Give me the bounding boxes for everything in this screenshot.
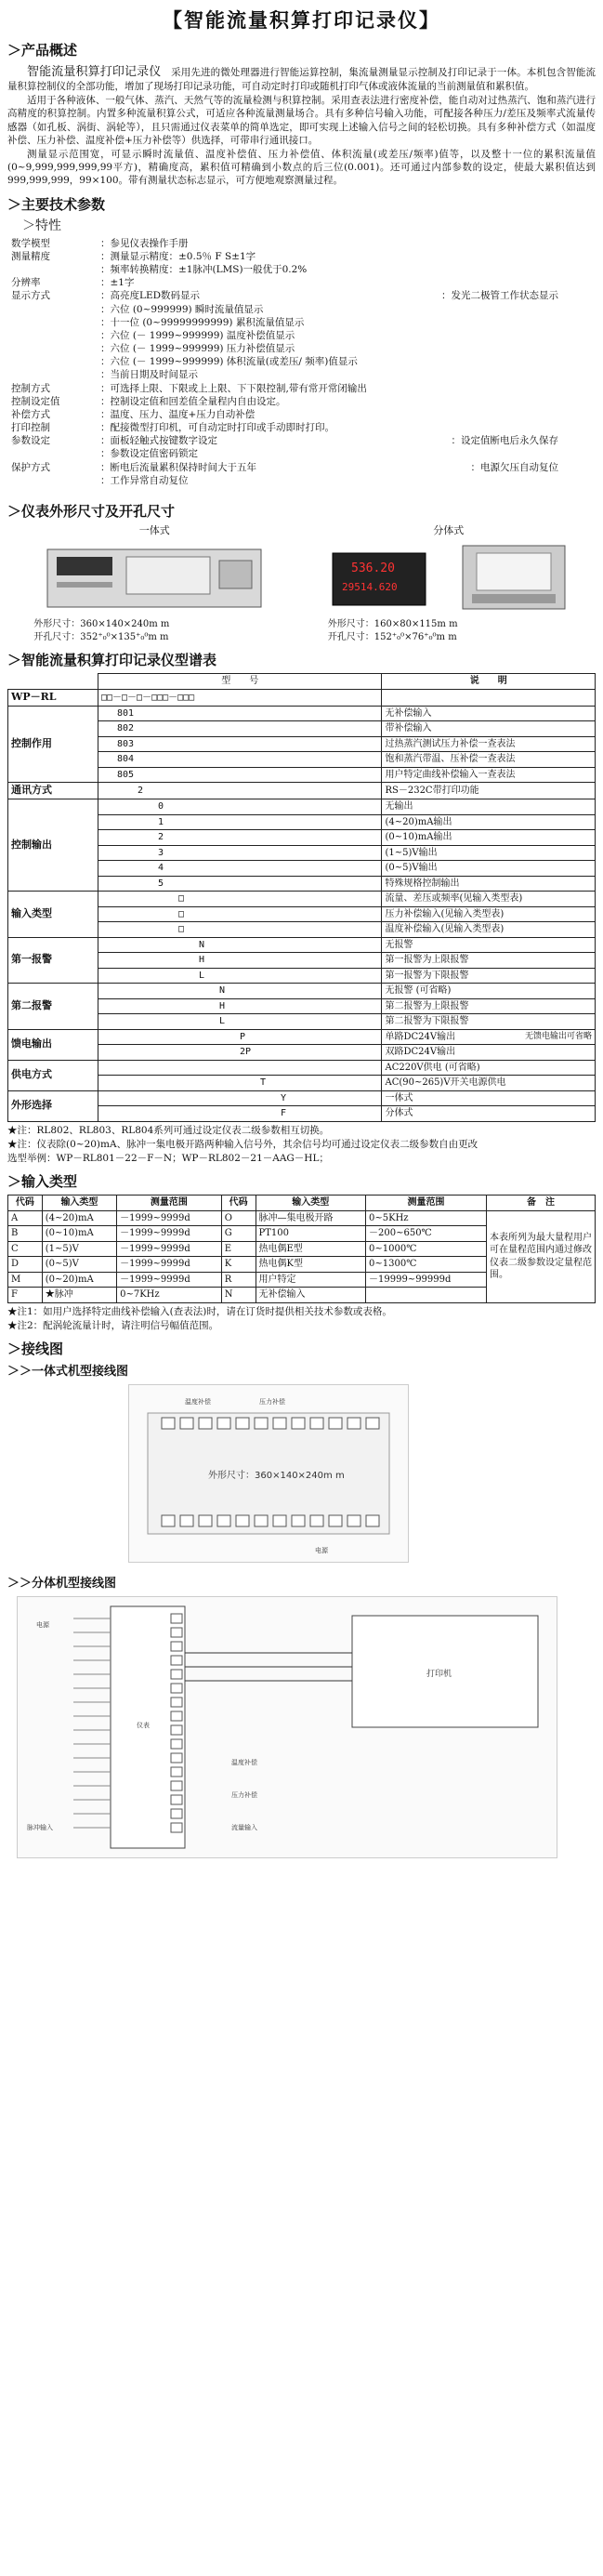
split-wiring-diagram [17,1596,557,1858]
spec-line: ：高亮度LED数码显示 [100,290,201,302]
spec-key: 控制方式 [11,382,50,394]
overview-lead-name: 智能流量积算打印记录仪 [27,64,162,79]
split-unit [309,524,588,643]
input-types-cell: (0~10)mA [42,1226,116,1242]
input-types-header: 测量范围 [117,1196,222,1211]
selection-group-label: 第二报警 [8,984,98,1030]
terminal [171,1684,182,1693]
selection-desc [382,998,596,1014]
terminal [236,1418,249,1429]
selection-code: Y [98,1090,382,1106]
input-types-cell: C [8,1241,43,1257]
terminal [329,1418,342,1429]
input-types-cell: 热电偶E型 [256,1241,366,1257]
spec-line: ：配接微型打印机，可自动定时打印或手动即时打印。 [100,422,334,434]
selection-row [8,937,596,953]
spec-line: ：十一位 (0~99999999999) 累积流量值显示 [100,316,305,328]
selection-code: 3 [98,845,382,861]
selection-desc-text: RS－232C带打印功能 [385,785,479,796]
terminal [171,1670,182,1679]
split-hole-dim: 开孔尺寸：152⁺₀⁰×76⁺₀⁰m m [327,631,457,642]
selection-row [8,892,596,907]
selection-desc [382,1014,596,1030]
spec-key: 数学模型 [11,237,50,249]
input-types-heading: ＞输入类型 [7,1173,78,1191]
terminal [162,1418,175,1429]
selection-group-label: 控制输出 [8,799,98,892]
selection-row [8,1090,596,1106]
selection-row [8,799,596,815]
spec-key: 控制设定值 [11,395,60,407]
selection-group-label: 馈电输出 [8,1029,98,1060]
terminal [255,1515,268,1526]
selection-row [8,783,596,799]
selection-note: 选型举例：WP－RL801－22－F－N；WP－RL802－21－AAG－HL； [7,1152,329,1164]
selection-desc-text: 压力补偿输入(见输入类型表) [385,908,505,919]
input-types-cell [366,1288,487,1303]
col-desc-header: 说 明 [382,674,596,690]
input-types-cell: －200~650℃ [366,1226,487,1242]
split-press-label: 压力补偿 [231,1790,257,1799]
selection-note: ★注：RL802、RL803、RL804系列可通过设定仪表二级参数相互切换。 [7,1124,330,1136]
integrated-unit [15,524,294,643]
selection-desc-text: AC220V供电 (可省略) [385,1062,480,1073]
selection-desc-text: 用户特定曲线补偿输入一查表法 [385,769,516,780]
split-instrument-label: 仪表 [137,1721,150,1729]
selection-code: H [98,998,382,1014]
terminal [199,1418,212,1429]
selection-row [8,706,596,721]
terminal [171,1809,182,1818]
selection-row [8,1060,596,1076]
input-types-cell: N [221,1288,256,1303]
selection-code: 803 [98,736,382,752]
selection-code: □ [98,892,382,907]
integrated-outer-dim: 外形尺寸：360×140×240m m [33,619,170,630]
terminal [292,1515,305,1526]
terminal [292,1418,305,1429]
selection-desc [382,892,596,907]
spec-key: 打印控制 [11,422,50,434]
selection-code: 2P [98,1045,382,1061]
selection-row [8,1029,596,1045]
terminal [236,1515,249,1526]
input-types-cell: F [8,1288,43,1303]
selection-desc [382,937,596,953]
spec-line-right: ：发光二极管工作状态显示 [441,290,558,302]
input-types-cell: D [8,1257,43,1273]
selection-desc-text: 第一报警为下限报警 [385,970,469,981]
selection-desc-text: 特殊规格控制输出 [385,878,460,889]
wiring-heading: ＞接线图 [7,1341,64,1358]
spec-value [100,461,596,487]
input-types-remark: 本表所列为最大量程用户可在量程范围内通过修改仪表二级参数设定量程范围。 [487,1210,596,1302]
selection-desc [382,968,596,984]
spec-list [7,237,596,487]
tech-subheading: ＞特性 [22,218,61,233]
input-types-notes [7,1305,596,1332]
input-types-cell: (4~20)mA [42,1210,116,1226]
lcd-readout-1: 536.20 [350,561,395,576]
input-types-cell: 无补偿输入 [256,1288,366,1303]
integrated-power-label: 电源 [315,1547,328,1555]
terminal [347,1515,360,1526]
selection-code: L [98,968,382,984]
selection-group-label: 通讯方式 [8,783,98,799]
spec-line: ：频率转换精度：±1脉冲(LMS)一般优于0.2% [100,264,308,275]
selection-desc [382,953,596,969]
selection-desc [382,984,596,999]
overview-paragraph-2: 适用于各种液体、一般气体、蒸汽、天然气等的流量检测与积算控制。采用查表法进行密度补偿，能自动对过热蒸汽、饱和蒸汽进行高精度的积算控制。内置多种流量积算公式，可适应各种流量测量场合。具有多种信号输入功能，可配接各种压力/差压及频率式流量传感器（如孔板、涡街、涡轮等），且只需通过仪表菜单的简单选定，即可实现上述输入信号之间的轻松切换。具有多种补偿方式（如温度补偿、压力补偿、温度补偿+压力补偿等）供选择，可带串行通讯接口。 [7,95,596,146]
spec-line: ：工作异常自动复位 [100,474,189,486]
terminal [180,1515,193,1526]
terminal [171,1767,182,1777]
selection-code: N [98,937,382,953]
selection-code: 801 [98,706,382,721]
spec-key: 分辨率 [11,277,41,289]
input-types-cell: PT100 [256,1226,366,1242]
terminal [171,1823,182,1832]
spec-line: ：六位 (－ 1999~999999) 压力补偿值显示 [100,343,295,355]
terminal [171,1711,182,1721]
input-types-header: 测量范围 [366,1196,487,1211]
selection-code: 2 [98,830,382,846]
selection-desc [382,799,596,815]
terminal [273,1515,286,1526]
terminal [366,1515,379,1526]
selection-desc-text: 无补偿输入 [385,707,432,719]
spec-value [100,276,596,289]
selection-desc-text: 一体式 [385,1092,413,1103]
input-types-header: 输入类型 [42,1196,116,1211]
split-caption: 分体式 [433,524,465,537]
input-types-header: 输入类型 [256,1196,366,1211]
model-pattern: □□－□－□－□□□－□□□ [98,689,382,706]
terminal [217,1515,230,1526]
terminal [171,1698,182,1707]
input-types-cell: 用户特定 [256,1272,366,1288]
spec-line-right: ：电源欠压自动复位 [470,461,558,473]
input-types-cell: O [221,1210,256,1226]
selection-desc-text: 分体式 [385,1108,413,1119]
overview-paragraph-3: 测量显示范围宽，可显示瞬时流量值、温度补偿值、压力补偿值、体积流量(或差压/频率)值等，以及整十一位的累积流量值(0~9,999,999,999,99平方)，精确度高，累积值可精确到小数点的后三位(0.001)。还可通过内部参数的设定，使最大累积值达到999,999,999，99×100。带有测量状态标志显示，可方便地观察测量过程。 [7,149,596,187]
spec-line: ：断电后流量累积保持时间大于五年 [100,461,256,473]
dims-images [7,524,596,643]
selection-code: T [98,1076,382,1091]
selection-desc [382,845,596,861]
selection-desc-text: (0~10)mA输出 [385,832,452,843]
terminal [171,1795,182,1804]
input-types-cell: －19999~99999d [366,1272,487,1288]
terminal [310,1515,323,1526]
spec-line: ：±1字 [100,277,135,289]
spec-key: 测量精度 [11,250,50,262]
terminal [310,1418,323,1429]
spec-line: ：测量显示精度：±0.5％ F S±1字 [100,250,256,262]
dims-heading: ＞仪表外形尺寸及开孔尺寸 [7,502,176,520]
selection-code [98,1060,382,1076]
spec-line: ：六位 (0~999999) 瞬时流量值显示 [100,303,264,315]
split-outer-dim: 外形尺寸：160×80×115m m [327,619,458,630]
selection-desc-text: 温度补偿输入(见输入类型表) [385,924,505,935]
input-types-cell: －1999~9999d [117,1241,222,1257]
input-types-table [7,1195,596,1303]
selection-desc [382,906,596,922]
terminal [171,1753,182,1763]
spec-line: ：温度、压力、温度+压力自动补偿 [100,408,256,420]
input-types-row [8,1210,596,1226]
input-types-cell: ★脉冲 [42,1288,116,1303]
selection-group-label: 第一报警 [8,937,98,984]
integrated-dim-label: 外形尺寸：360×140×240m m [208,1471,345,1482]
spec-line: ：面板轻触式按键数字设定 [100,435,217,447]
selection-desc-text: 无报警 (可省略) [385,985,452,997]
selection-row [8,984,596,999]
lcd-readout-2: 29514.620 [341,581,398,594]
input-types-cell: 0~1000℃ [366,1241,487,1257]
spec-value [100,250,596,276]
input-types-cell: －1999~9999d [117,1257,222,1273]
spec-line: ：参数设定值密码锁定 [100,448,198,460]
selection-code: P [98,1029,382,1045]
selection-code: N [98,984,382,999]
selection-desc-text: 单路DC24V输出 [385,1031,456,1042]
selection-desc [382,814,596,830]
selection-desc [382,922,596,938]
selection-code: 2 [98,783,382,799]
input-types-cell: 0~7KHz [117,1288,222,1303]
doc-title: 【智能流量积算打印记录仪】 [163,8,440,32]
integrated-press-label: 压力补偿 [259,1398,285,1407]
selection-group-label: 控制作用 [8,706,98,783]
wiring-split-heading: ＞＞分体机型接线图 [7,1577,117,1592]
terminal [217,1418,230,1429]
input-types-cell: E [221,1241,256,1257]
integrated-caption: 一体式 [138,524,170,537]
terminal [171,1642,182,1651]
selection-desc [382,876,596,892]
wiring-integrated-heading: ＞＞一体式机型接线图 [7,1365,129,1380]
input-types-cell: (0~5)V [42,1257,116,1273]
integrated-wiring-diagram [128,1384,409,1563]
selection-group-label: 供电方式 [8,1060,98,1090]
integrated-temp-label: 温度补偿 [185,1398,211,1407]
selection-code: 802 [98,721,382,737]
selection-desc [382,1090,596,1106]
integrated-unit-image [38,540,270,614]
selection-code: L [98,1014,382,1030]
selection-desc-text: (0~5)V输出 [385,863,438,874]
input-types-cell: R [221,1272,256,1288]
selection-desc [382,861,596,877]
spec-key: 显示方式 [11,290,50,302]
input-types-cell: B [8,1226,43,1242]
model-prefix: WP－RL [8,689,98,706]
input-types-header: 备 注 [487,1196,596,1211]
terminal [329,1515,342,1526]
overview-heading: ＞产品概述 [7,42,78,59]
input-types-header: 代码 [221,1196,256,1211]
input-types-cell: G [221,1226,256,1242]
input-types-note: ★注1：如用户选择特定曲线补偿输入(查表法)时，请在订货时提供相关技术参数或表格。 [7,1305,392,1317]
selection-heading: ＞智能流量积算打印记录仪型谱表 [7,652,217,669]
selection-code: □ [98,922,382,938]
selection-desc-text: 流量、差压或频率(见输入类型表) [385,893,523,905]
terminal [199,1515,212,1526]
input-types-cell: M [8,1272,43,1288]
selection-desc-text: 无输出 [385,801,413,812]
selection-desc [382,721,596,737]
spec-line: ：控制设定值和回差值全量程内自由设定。 [100,395,286,407]
terminal [273,1418,286,1429]
selection-notes [7,1124,596,1166]
tech-heading: ＞主要技术参数 [7,195,106,213]
selection-desc [382,736,596,752]
terminal [255,1418,268,1429]
overview-paragraph-1: 智能流量积算打印记录仪 采用先进的微处理器进行智能运算控制，集流量测量显示控制及打印记录于一体。本机包含智能流量积算控制仪的全部功能，增加了现场打印记录功能，可自动定时打印或随机打印气体或液体流量的当前测量值和累积值。 [7,64,596,93]
selection-desc-text: 无报警 [385,939,413,950]
selection-desc-text: 第二报警为下限报警 [385,1016,469,1027]
selection-code: 805 [98,767,382,783]
selection-desc [382,1076,596,1091]
spec-value [100,434,596,460]
split-power-label: 电源 [36,1620,49,1629]
terminal [162,1515,175,1526]
input-types-note: ★注2：配涡轮流量计时，请注明信号幅值范围。 [7,1320,219,1332]
input-types-cell: 热电偶K型 [256,1257,366,1273]
selection-desc-text: (1~5)V输出 [385,847,438,858]
selection-desc-text: 双路DC24V输出 [385,1047,456,1058]
spec-value [100,421,596,434]
selection-desc-text: 第一报警为上限报警 [385,955,469,966]
selection-desc-text: 第二报警为上限报警 [385,1000,469,1011]
selection-desc [382,767,596,783]
input-types-cell: 0~5KHz [366,1210,487,1226]
spec-line: ：参见仪表操作手册 [100,237,189,249]
input-types-cell: K [221,1257,256,1273]
spec-value [100,408,596,421]
spec-key: 保护方式 [11,461,50,473]
selection-desc [382,830,596,846]
selection-desc-text: 饱和蒸汽带温、压补偿一查表法 [385,754,516,765]
col-model-header: 型 号 [98,674,382,690]
terminal [171,1781,182,1790]
selection-desc [382,1106,596,1122]
selection-desc-text: (4~20)mA输出 [385,816,452,827]
selection-code: 1 [98,814,382,830]
input-types-cell: A [8,1210,43,1226]
input-types-cell: －1999~9999d [117,1226,222,1242]
spec-key: 参数设定 [11,435,50,447]
selection-desc-text: AC(90~265)V开关电源供电 [385,1077,506,1089]
selection-code: 5 [98,876,382,892]
input-types-cell: －1999~9999d [117,1272,222,1288]
spec-value [100,382,596,395]
terminal [347,1418,360,1429]
selection-code: 4 [98,861,382,877]
input-types-cell: (0~20)mA [42,1272,116,1288]
split-flow-label: 流量输入 [231,1823,257,1831]
integrated-hole-dim: 开孔尺寸：352⁺₀⁰×135⁺₀⁰m m [33,631,169,642]
selection-code: 0 [98,799,382,815]
selection-desc [382,783,596,799]
selection-desc [382,1060,596,1076]
spec-value [100,289,596,381]
selection-desc [382,1045,596,1061]
input-types-cell: 0~1300℃ [366,1257,487,1273]
selection-desc-text: 带补偿输入 [385,723,432,734]
spec-key: 补偿方式 [11,408,50,420]
input-types-cell: 脉冲—集电极开路 [256,1210,366,1226]
selection-code: □ [98,906,382,922]
selection-code: H [98,953,382,969]
selection-desc [382,706,596,721]
split-printer-label: 打印机 [426,1669,452,1679]
input-types-cell: －1999~9999d [117,1210,222,1226]
selection-group-label: 外形选择 [8,1090,98,1121]
selection-extra: 无馈电输出可省略 [524,1031,592,1041]
spec-value [100,395,596,408]
selection-group-label: 输入类型 [8,892,98,938]
input-types-cell: (1~5)V [42,1241,116,1257]
split-pulse-label: 脉冲输入 [27,1823,53,1831]
spec-value [100,237,596,250]
terminal [366,1418,379,1429]
terminal [171,1628,182,1637]
spec-line: ：当前日期及时间显示 [100,369,198,381]
terminal [180,1418,193,1429]
selection-note: ★注：仪表除(0~20)mA、脉冲一集电极开路两种输入信号外，其余信号均可通过设定仪表二级参数自由更改 [7,1138,478,1150]
selection-code: 804 [98,752,382,768]
spec-line: ：可选择上限、下限或上上限、下下限控制,带有常开常闭输出 [100,382,367,394]
input-types-header: 代码 [8,1196,43,1211]
terminal [171,1614,182,1623]
spec-line-right: ：设定值断电后永久保存 [451,435,558,447]
selection-table [7,673,596,1121]
split-temp-label: 温度补偿 [231,1758,257,1766]
split-unit-image [323,540,574,614]
spec-line: ：六位 (－ 1999~999999) 体积流量(或差压/ 频率)值显示 [100,356,358,368]
spec-line: ：六位 (－ 1999~999999) 温度补偿值显示 [100,329,295,341]
terminal [171,1725,182,1735]
selection-desc [382,752,596,768]
selection-code: F [98,1106,382,1122]
selection-desc-text: 过热蒸汽测试压力补偿一查表法 [385,738,516,749]
terminal [171,1739,182,1749]
selection-desc [382,1029,596,1045]
terminal [171,1656,182,1665]
